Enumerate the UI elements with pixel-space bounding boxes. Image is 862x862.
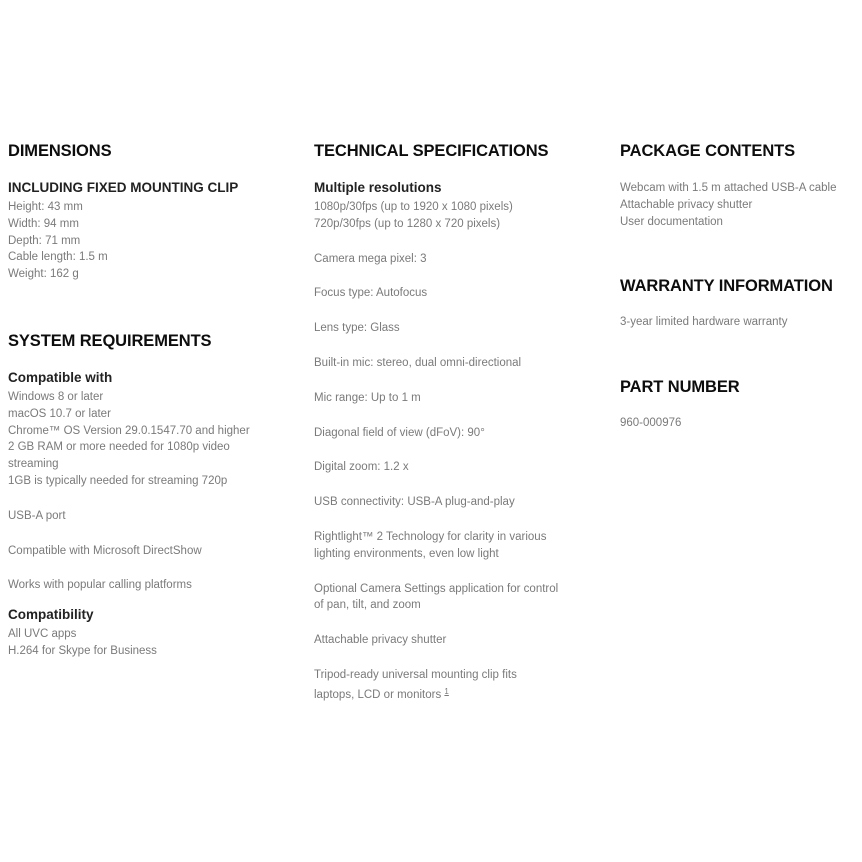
package-contents-list <box>620 180 860 230</box>
technical-specifications-title: TECHNICAL SPECIFICATIONS <box>314 142 549 160</box>
specs-list <box>314 251 569 704</box>
spec-field-of-view: Diagonal field of view (dFoV): 90° <box>314 426 485 439</box>
compatible-with-subtitle: Compatible with <box>8 369 113 385</box>
req-ram-1080p: 2 GB RAM or more needed for 1080p video streaming <box>8 441 230 471</box>
warranty-text: 3-year limited hardware warranty <box>620 316 788 329</box>
req-calling-platforms: Works with popular calling platforms <box>8 579 192 592</box>
resolutions-subtitle: Multiple resolutions <box>314 180 442 195</box>
req-ram-720p: 1GB is typically needed for streaming 720p <box>8 474 228 487</box>
dimension-weight: Weight: 162 g <box>8 268 79 281</box>
resolution-1080p: 1080p/30fps (up to 1920 x 1080 pixels) <box>314 201 513 213</box>
req-chrome-os: Chrome™ OS Version 29.0.1547.70 and higher <box>8 424 250 437</box>
spec-camera-settings: Optional Camera Settings application for control of pan, tilt, and zoom <box>314 582 559 612</box>
spec-mounting-clip-text: Tripod-ready universal mounting clip fits laptops, LCD or monitors <box>314 668 517 701</box>
package-item-privacy-shutter: Attachable privacy shutter <box>620 198 753 211</box>
system-requirements-title: SYSTEM REQUIREMENTS <box>8 331 212 350</box>
part-number-title: PART NUMBER <box>620 378 740 397</box>
compatibility-subtitle: Compatibility <box>8 607 94 623</box>
package-contents-title: PACKAGE CONTENTS <box>620 142 796 160</box>
part-number-section <box>620 377 860 432</box>
dimension-height: Height: 43 mm <box>8 201 83 213</box>
spec-mounting-clip <box>314 667 549 704</box>
spec-usb-connectivity: USB connectivity: USB-A plug-and-play <box>314 496 515 509</box>
spec-rightlight: Rightlight™ 2 Technology for clarity in various lighting environments, even low light <box>314 530 547 560</box>
req-windows: Windows 8 or later <box>8 390 104 403</box>
technical-specifications-section <box>314 141 599 704</box>
compatibility-list <box>8 626 293 660</box>
dimensions-section <box>8 141 293 283</box>
resolution-720p: 720p/30fps (up to 1280 x 720 pixels) <box>314 217 501 230</box>
spec-lens-type: Lens type: Glass <box>314 322 400 335</box>
warranty-title: WARRANTY INFORMATION <box>620 277 833 296</box>
package-contents-section <box>620 141 860 230</box>
compat-uvc: All UVC apps <box>8 628 77 641</box>
dimension-depth: Depth: 71 mm <box>8 234 81 247</box>
spec-privacy-shutter: Attachable privacy shutter <box>314 634 447 647</box>
column-left <box>8 141 293 660</box>
compatible-with-list <box>8 389 268 490</box>
resolutions-list <box>314 199 599 233</box>
dimensions-title: DIMENSIONS <box>8 142 112 160</box>
package-item-documentation: User documentation <box>620 215 723 228</box>
spec-digital-zoom: Digital zoom: 1.2 x <box>314 461 409 474</box>
spec-mic-range: Mic range: Up to 1 m <box>314 391 421 404</box>
req-directshow: Compatible with Microsoft DirectShow <box>8 544 202 557</box>
req-macos: macOS 10.7 or later <box>8 407 111 420</box>
dimension-width: Width: 94 mm <box>8 217 79 230</box>
column-right <box>620 141 860 432</box>
dimensions-subtitle: INCLUDING FIXED MOUNTING CLIP <box>8 180 239 195</box>
dimensions-list <box>8 199 293 283</box>
spec-focus-type: Focus type: Autofocus <box>314 287 428 300</box>
warranty-section <box>620 276 860 331</box>
package-item-webcam: Webcam with 1.5 m attached USB-A cable <box>620 182 837 194</box>
system-requirements-section <box>8 331 293 660</box>
spec-built-in-mic: Built-in mic: stereo, dual omni-directional <box>314 356 522 369</box>
spec-megapixel: Camera mega pixel: 3 <box>314 252 427 265</box>
column-middle <box>314 141 599 704</box>
part-number-value: 960-000976 <box>620 417 682 430</box>
compat-h264: H.264 for Skype for Business <box>8 644 157 657</box>
footnote-link[interactable]: 1 <box>444 686 449 696</box>
req-usb-port: USB-A port <box>8 509 66 522</box>
dimension-cable-length: Cable length: 1.5 m <box>8 251 108 264</box>
